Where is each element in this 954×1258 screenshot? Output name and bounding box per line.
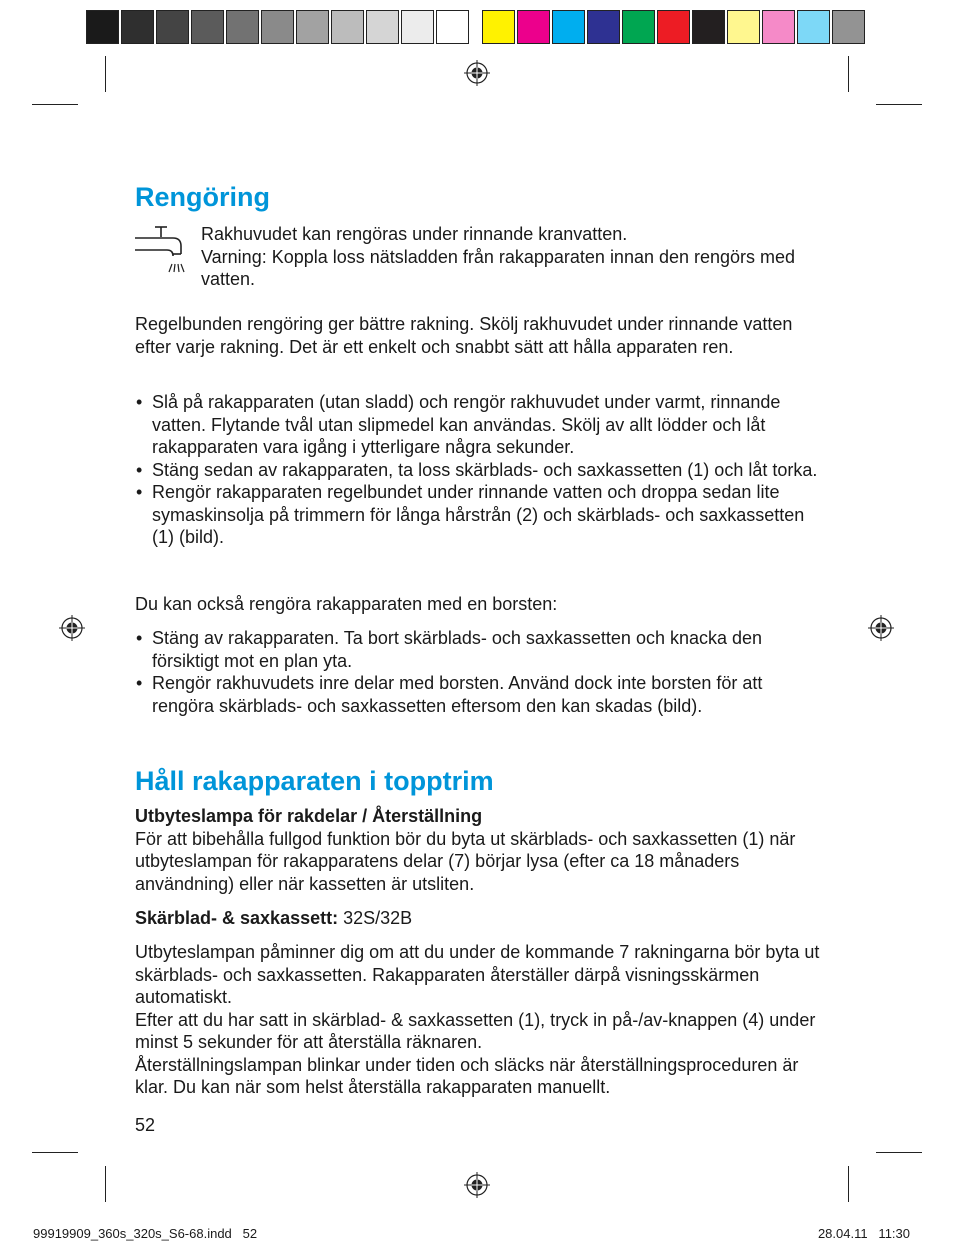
color-swatch bbox=[832, 10, 865, 44]
bullet-list bbox=[135, 627, 825, 717]
water-tap-icon bbox=[135, 224, 191, 276]
registration-mark-icon bbox=[868, 615, 894, 641]
part-label: Skärblad- & saxkassett: bbox=[135, 908, 339, 928]
color-swatch bbox=[366, 10, 399, 44]
color-swatch bbox=[121, 10, 154, 44]
color-swatch bbox=[226, 10, 259, 44]
crop-mark bbox=[105, 56, 106, 92]
subheading: Utbyteslampa för rakdelar / Återställning bbox=[135, 806, 483, 826]
color-swatch bbox=[587, 10, 620, 44]
crop-mark bbox=[848, 56, 849, 92]
footer-timestamp: 28.04.11 11:30 bbox=[817, 1226, 910, 1241]
crop-mark bbox=[848, 1166, 849, 1202]
color-swatch bbox=[552, 10, 585, 44]
list-item: • Stäng av rakapparaten. Ta bort skärblads- och saxkassetten och knacka den försiktigt mot en plan yta. bbox=[135, 627, 825, 672]
list-item: • Stäng sedan av rakapparaten, ta loss skärblads- och saxkassetten (1) och låt torka. bbox=[135, 459, 825, 482]
color-swatch bbox=[692, 10, 725, 44]
grayscale-color-bar bbox=[86, 10, 471, 44]
process-color-bar bbox=[482, 10, 867, 44]
crop-mark bbox=[876, 1152, 922, 1153]
color-swatch bbox=[86, 10, 119, 44]
list-item: • Slå på rakapparaten (utan sladd) och rengör rakhuvudet under varmt, rinnande vatten. Flytande tvål utan slipmedel kan användas. Skölj av allt lödder och låt rakapparaten vara igång i ytterligare några sekunder. bbox=[135, 391, 825, 459]
paragraph: För att bibehålla fullgod funktion bör du byta ut skärblads- och saxkassetten (1) när utbyteslampan för rakapparatens delar (7) börjar lysa (efter ca 18 månaders användning) eller när kassetten är utsliten. bbox=[135, 828, 796, 894]
section-title-maintenance: Håll rakapparaten i topptrim bbox=[135, 766, 494, 796]
list-item: • Rengör rakapparaten regelbundet under rinnande vatten och droppa sedan lite symaskinsolja på trimmern för långa hårstrån (2) och skärblads- och saxkassetten (1) (bild). bbox=[135, 481, 825, 549]
registration-mark-icon bbox=[464, 1172, 490, 1198]
maintenance-section bbox=[135, 805, 825, 895]
part-number-line bbox=[135, 907, 825, 930]
crop-mark bbox=[876, 104, 922, 105]
footer-file-name: 99919909_360s_320s_S6-68.indd 52 bbox=[33, 1226, 258, 1241]
section-title-cleaning: Rengöring bbox=[135, 182, 270, 212]
color-swatch bbox=[482, 10, 515, 44]
color-swatch bbox=[436, 10, 469, 44]
crop-mark bbox=[32, 104, 78, 105]
color-swatch bbox=[296, 10, 329, 44]
warning-line: Varning: Koppla loss nätsladden från rakapparaten innan den rengörs med vatten. bbox=[201, 246, 796, 289]
paragraph: Regelbunden rengöring ger bättre rakning. Skölj rakhuvudet under rinnande vatten efter varje rakning. Det är ett enkelt och snabbt sätt att hålla apparaten ren. bbox=[135, 314, 793, 357]
crop-mark bbox=[105, 1166, 106, 1202]
color-swatch bbox=[797, 10, 830, 44]
color-swatch bbox=[727, 10, 760, 44]
color-swatch bbox=[261, 10, 294, 44]
color-swatch bbox=[191, 10, 224, 44]
color-swatch bbox=[762, 10, 795, 44]
intro-line: Rakhuvudet kan rengöras under rinnande kranvatten. bbox=[201, 224, 628, 244]
page-number: 52 bbox=[135, 1115, 156, 1135]
color-swatch bbox=[156, 10, 189, 44]
crop-mark bbox=[32, 1152, 78, 1153]
paragraph: Efter att du har satt in skärblad- & saxkassetten (1), tryck in på-/av-knappen (4) under minst 5 sekunder för att återställa räknaren. bbox=[135, 1009, 816, 1052]
reset-info bbox=[135, 941, 825, 1099]
color-swatch bbox=[622, 10, 655, 44]
list-item: • Rengör rakhuvudets inre delar med borsten. Använd dock inte borsten för att rengöra skärblads- och saxkassetten eftersom den kan skadas (bild). bbox=[135, 672, 825, 717]
color-swatch bbox=[657, 10, 690, 44]
color-swatch bbox=[401, 10, 434, 44]
bullet-list bbox=[135, 391, 825, 549]
color-swatch bbox=[331, 10, 364, 44]
cleaning-intro bbox=[201, 223, 825, 291]
paragraph: Du kan också rengöra rakapparaten med en borsten: bbox=[135, 594, 558, 614]
paragraph: Utbyteslampan påminner dig om att du under de kommande 7 rakningarna bör byta ut skärblads- och saxkassetten. Rakapparaten återställer därpå visningsskärmen automatiskt. bbox=[135, 942, 820, 1007]
registration-mark-icon bbox=[59, 615, 85, 641]
part-value: 32S/32B bbox=[338, 908, 413, 928]
color-swatch bbox=[517, 10, 550, 44]
registration-mark-icon bbox=[464, 60, 490, 86]
paragraph: Återställningslampan blinkar under tiden och släcks när återställningsproceduren är klar. Du kan när som helst återställa rakapparaten manuellt. bbox=[135, 1054, 799, 1097]
